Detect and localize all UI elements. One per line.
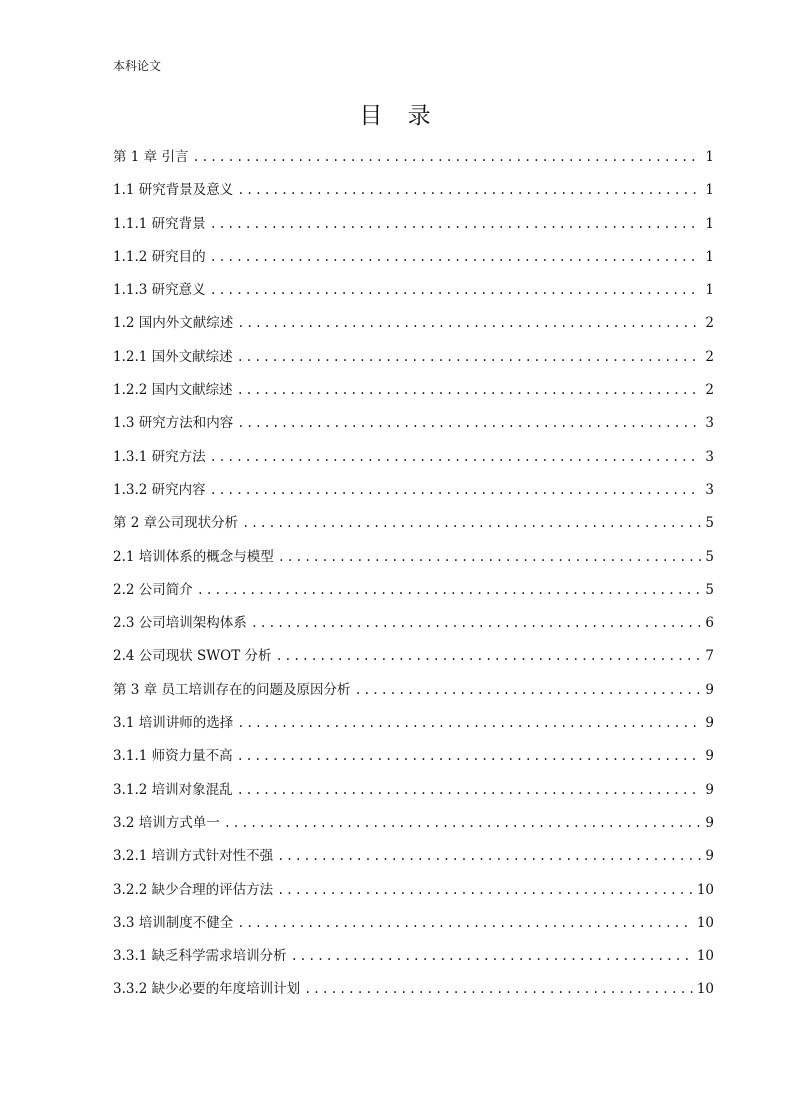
toc-leader-dots <box>210 444 702 470</box>
toc-entry-text: 3.1.1 师资力量不高 <box>113 748 233 765</box>
toc-entry-text: 1.3.2 研究内容 <box>113 481 206 498</box>
toc-entry-page-number: 9 <box>705 814 714 831</box>
toc-leader-dots <box>276 643 702 669</box>
toc-entry-text: 3.2.1 培训方式针对性不强 <box>113 848 274 865</box>
toc-entry-text: 2.3 公司培训架构体系 <box>113 615 247 632</box>
toc-entry-page-number: 5 <box>705 515 714 532</box>
toc-entry[interactable] <box>113 710 714 743</box>
toc-entry-text: 1.2.1 国外文献综述 <box>113 348 233 365</box>
toc-leader-dots <box>237 177 701 203</box>
toc-entry[interactable] <box>113 810 714 843</box>
toc-entry-text: 3.1.2 培训对象混乱 <box>113 781 233 798</box>
toc-entry[interactable] <box>113 211 714 244</box>
toc-leader-dots <box>242 510 701 536</box>
toc-entry-text: 2.1 培训体系的概念与模型 <box>113 548 274 565</box>
toc-entry[interactable] <box>113 410 714 443</box>
toc-leader-dots <box>224 810 702 836</box>
toc-entry-page-number: 1 <box>705 215 714 232</box>
toc-entry[interactable] <box>113 677 714 710</box>
toc-entry-text: 1.1.1 研究背景 <box>113 215 206 232</box>
toc-entry-text: 第 2 章公司现状分析 <box>113 515 239 532</box>
toc-entry-text: 1.2.2 国内文献综述 <box>113 382 233 399</box>
toc-entry[interactable] <box>113 777 714 810</box>
toc-entry-page-number: 2 <box>705 382 714 399</box>
toc-entry[interactable] <box>113 310 714 343</box>
toc-entry-page-number: 10 <box>696 948 714 965</box>
toc-leader-dots <box>197 577 702 603</box>
toc-entry-page-number: 9 <box>705 848 714 865</box>
toc-leader-dots <box>304 976 693 1002</box>
toc-entry-text: 1.2 国内外文献综述 <box>113 315 234 332</box>
toc-leader-dots <box>237 710 701 736</box>
toc-entry-text: 1.1.2 研究目的 <box>113 248 206 265</box>
toc-entry[interactable] <box>113 510 714 543</box>
toc-entry[interactable] <box>113 610 714 643</box>
toc-entry[interactable] <box>113 743 714 776</box>
toc-leader-dots <box>251 610 702 636</box>
toc-entry-text: 第 1 章 引言 <box>113 149 189 165</box>
toc-leader-dots <box>237 344 702 370</box>
toc-entry[interactable] <box>113 177 714 210</box>
toc-entry[interactable] <box>113 910 714 943</box>
toc-entry-page-number: 9 <box>705 681 714 698</box>
toc-leader-dots <box>237 910 693 936</box>
toc-entry[interactable] <box>113 976 714 1009</box>
toc-entry[interactable] <box>113 377 714 410</box>
toc-entry-page-number: 1 <box>705 182 714 199</box>
toc-entry-page-number: 5 <box>705 548 714 565</box>
toc-entry[interactable] <box>113 643 714 676</box>
toc-entry-page-number: 2 <box>705 348 714 365</box>
toc-entry-text: 3.2 培训方式单一 <box>113 814 220 831</box>
toc-entry-text: 2.2 公司简介 <box>113 581 193 598</box>
toc-leader-dots <box>210 244 702 270</box>
toc-leader-dots <box>237 310 701 336</box>
toc-entry-text: 1.1 研究背景及意义 <box>113 182 234 199</box>
toc-leader-dots <box>192 144 701 170</box>
toc-leader-dots <box>237 743 702 769</box>
toc-leader-dots <box>237 377 702 403</box>
toc-leader-dots <box>277 877 693 903</box>
toc-leader-dots <box>237 410 701 436</box>
toc-entry-page-number: 3 <box>705 481 714 498</box>
toc-entry-text: 3.1 培训讲师的选择 <box>113 715 234 732</box>
document-header-label: 本科论文 <box>113 59 162 73</box>
toc-leader-dots <box>237 777 702 803</box>
toc-entry-page-number: 3 <box>705 448 714 465</box>
toc-entry-text: 1.3 研究方法和内容 <box>113 415 234 432</box>
table-of-contents <box>113 144 714 1010</box>
toc-entry[interactable] <box>113 244 714 277</box>
toc-entry-page-number: 9 <box>705 748 714 765</box>
toc-entry-page-number: 10 <box>696 914 714 931</box>
toc-entry[interactable] <box>113 277 714 310</box>
toc-entry-page-number: 1 <box>705 149 714 165</box>
toc-entry-page-number: 9 <box>705 781 714 798</box>
toc-entry[interactable] <box>113 877 714 910</box>
toc-entry-page-number: 5 <box>705 581 714 598</box>
toc-title: 目录 <box>359 103 456 129</box>
toc-leader-dots <box>210 277 702 303</box>
toc-entry-page-number: 1 <box>705 248 714 265</box>
toc-entry-page-number: 9 <box>705 715 714 732</box>
toc-entry[interactable] <box>113 444 714 477</box>
toc-leader-dots <box>277 843 701 869</box>
toc-leader-dots <box>210 477 702 503</box>
toc-leader-dots <box>354 677 701 703</box>
toc-entry-page-number: 10 <box>696 881 714 898</box>
toc-entry-page-number: 7 <box>705 648 714 665</box>
toc-entry-page-number: 3 <box>705 415 714 432</box>
toc-entry-page-number: 2 <box>705 315 714 332</box>
toc-leader-dots <box>210 211 702 237</box>
toc-entry-text: 3.3 培训制度不健全 <box>113 914 234 931</box>
toc-entry[interactable] <box>113 344 714 377</box>
toc-entry-page-number: 6 <box>705 615 714 632</box>
toc-leader-dots <box>291 943 693 969</box>
toc-entry-page-number: 1 <box>705 282 714 299</box>
toc-entry[interactable] <box>113 843 714 876</box>
toc-entry[interactable] <box>113 544 714 577</box>
toc-entry-text: 1.1.3 研究意义 <box>113 282 206 299</box>
toc-entry[interactable] <box>113 943 714 976</box>
toc-entry-text: 第 3 章 员工培训存在的问题及原因分析 <box>113 681 351 698</box>
toc-entry-text: 3.3.1 缺乏科学需求培训分析 <box>113 948 287 965</box>
toc-entry[interactable] <box>113 577 714 610</box>
toc-entry-text: 2.4 公司现状 SWOT 分析 <box>113 648 272 665</box>
toc-entry[interactable] <box>113 477 714 510</box>
toc-entry-page-number: 10 <box>696 981 714 998</box>
toc-entry[interactable] <box>113 144 714 177</box>
toc-entry-text: 3.2.2 缺少合理的评估方法 <box>113 881 274 898</box>
toc-entry-text: 3.3.2 缺少必要的年度培训计划 <box>113 981 301 998</box>
toc-leader-dots <box>278 544 702 570</box>
toc-entry-text: 1.3.1 研究方法 <box>113 448 206 465</box>
